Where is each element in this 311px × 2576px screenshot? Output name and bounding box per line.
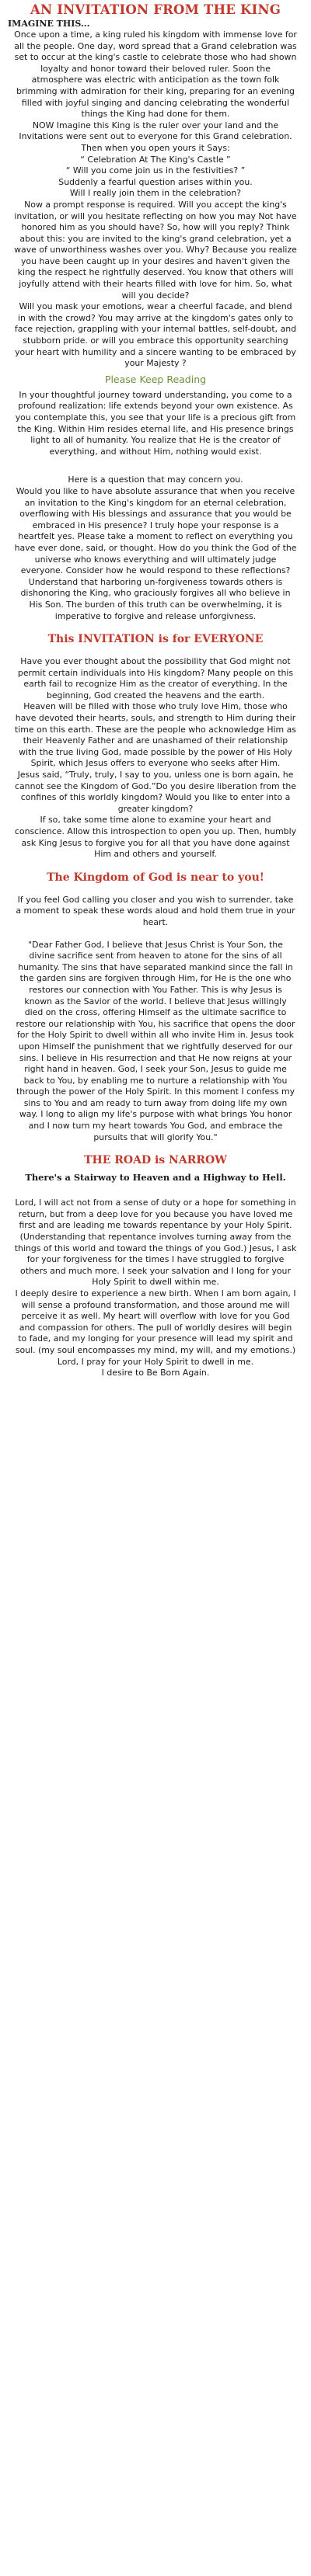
road-narrow-heading: THE ROAD is NARROW (84, 1154, 227, 1167)
imagine-label: IMAGINE THIS... (8, 19, 90, 29)
kingdom-near-heading: The Kingdom of God is near to you! (47, 871, 264, 884)
invitation-everyone-heading: This INVITATION is for EVERYONE (47, 633, 264, 646)
salvation-prayer: "Dear Father God, I believe that Jesus Christ is Your Son, the divine sacrifice sent from heaven to atone for the sins of all humanity. The sins that have separated mankind since the fall in the garden sins are forgiven through Him, for He is the one who restores our connection with You Father. This is why Jesus is known as the Savior of the world. I believe that Jesus willingly died on the cross, offering Himself as the ultimate sacrifice to restore our relationship with You, his sacrifice that opens the door for the Holy Spirit to dwell within all who invite Him in. Jesus took upon Himself the punishment that we rightfully deserved for our sins. I believe in His resurrection and that He now reigns at your right hand in heaven. God, I seek your Son, Jesus to guide me back to You, by enabling me to nurture a relationship with You through the power of the Holy Spirit. In this moment I confess my sins to You and am ready to turn away from doing life my own way. I long to align my life's purpose with what brings You honor and I now turn my heart towards You God, and embrace the pursuits that will glorify You." (16, 939, 295, 1142)
born-again-prayer: Lord, I will act not from a sense of duty or a hope for something in return, but from a deep love for you because you have loved me first and are leading me towards repentance by your Holy Spirit. (Understanding that repentance involves turning away from the things of this world and toward the things of you God.) Jesus, I ask for your forgiveness for the times I have struggled to forgive others and much more. I seek your salvation and I long for your Holy Spirit to dwell within me. I deeply desire to experience a new birth. When I am born again, I will sense a profound transformation, and those around me will perceive it as well. My heart will overflow with love for you God and compassion for others. The pull of worldly desires will begin to fade, and my longing for your presence will lead my spirit and soul. (my soul encompasses my mind, my will, and my emotions.) Lord, I pray for your Holy Spirit to dwell in me. I desire to Be Born Again. (14, 1198, 297, 1378)
page (0, 2, 311, 1379)
page-title: AN INVITATION FROM THE KING (30, 2, 281, 17)
story-paragraph: Once upon a time, a king ruled his kingdom with immense love for all the people. One day, word spread that a Grand celebration was set to occur at the king's castle to celebrate those who had shown loyalty and honor toward their beloved ruler. Soon the atmosphere was electric with anticipation as the town folk brimming with admiration for their king, preparing for an evening filled with joyful singing and dancing celebrating the wonderful things the King had done for them. NOW Imagine this King is the ruler over your land and the Invitations were sent out to everyone for this Grand celebration. Then when you open yours it Says: “ Celebration At The King's Castle ” “ Will you come join us in the festivities? ” Suddenly a fearful question arises within you. Will I really join them in the celebration? Now a prompt response is required. Will you accept the king's invitation, or will you hesitate reflecting on how you may Not have honored him as you should have? So, how will you reply? Think about this: you are invited to the king's grand celebration, yet a wave of unworthiness washes over you. Why? Because you realize you have been caught up in your desires and haven't given the king the respect he rightfully deserved. You know that others will joyfully attend with their hearts filled with love for him. So, what will you decide? Will you mask your emotions, wear a cheerful facade, and blend in with the crowd? You may arrive at the kingdom's gates only to face rejection, grappling with your internal battles, self-doubt, and stubborn pride. or will you embrace this opportunity searching your heart with humility and a sincere wanting to be embraced by your Majesty ? (14, 30, 297, 369)
keep-reading-subheading: Please Keep Reading (104, 373, 207, 385)
surrender-paragraph: If you feel God calling you closer and you wish to surrender, take a moment to speak these words aloud and hold them true in your heart. (16, 894, 295, 927)
heaven-paragraph: Have you ever thought about the possibility that God might not permit certain individuals into His kingdom? Many people on this earth fail to recognize Him as the creator of everything. In the beginning, God created the heavens and the earth. Heaven will be filled with those who truly love Him, those who have devoted their hearts, souls, and strength to Him during their time on this earth. These are the people who acknowledge Him as their Heavenly Father and are unashamed of their relationship with the true living God, made possible by the power of His Holy Spirit, which Jesus offers to everyone who seeks after Him. Jesus said, “Truly, truly, I say to you, unless one is born again, he cannot see the Kingdom of God.”Do you desire liberation from the confines of this worldly kingdom? Would you like to enter into a greater kingdom? If so, take some time alone to examine your heart and conscience. Allow this introspection to open you up. Then, humbly ask King Jesus to forgive you for all that you have done against Him and others and yourself. (14, 656, 297, 860)
realization-paragraph: In your thoughtful journey toward understanding, you come to a profound realization: life extends beyond your own existence. As you contemplate this, you see that your life is a precious gift from the King. Within Him resides eternal life, and His presence brings light to all of humanity. You realize that He is the creator of everything, and without Him, nothing would exist. (15, 389, 296, 457)
assurance-paragraph: Here is a question that may concern you. Would you like to have absolute assurance that when you receive an invitation to the King's kingdom for an eternal celebration, overflowing with His blessings and assurance that you would be embraced in His presence? I truly hope your response is a heartfelt yes. Please take a moment to reflect on everything you have ever done, said, or thought. How do you think the God of the universe who knows everything and will ultimately judge everyone. Consider how he would respond to these reflections? Understand that harboring un-forgiveness towards others is dishonoring the King, who graciously forgives all who believe in His Son. The burden of this truth can be overwhelming, it is imperative to forgive and release unforgivness. (14, 475, 297, 621)
stairway-subheading: There's a Stairway to Heaven and a Highway to Hell. (25, 1172, 286, 1184)
